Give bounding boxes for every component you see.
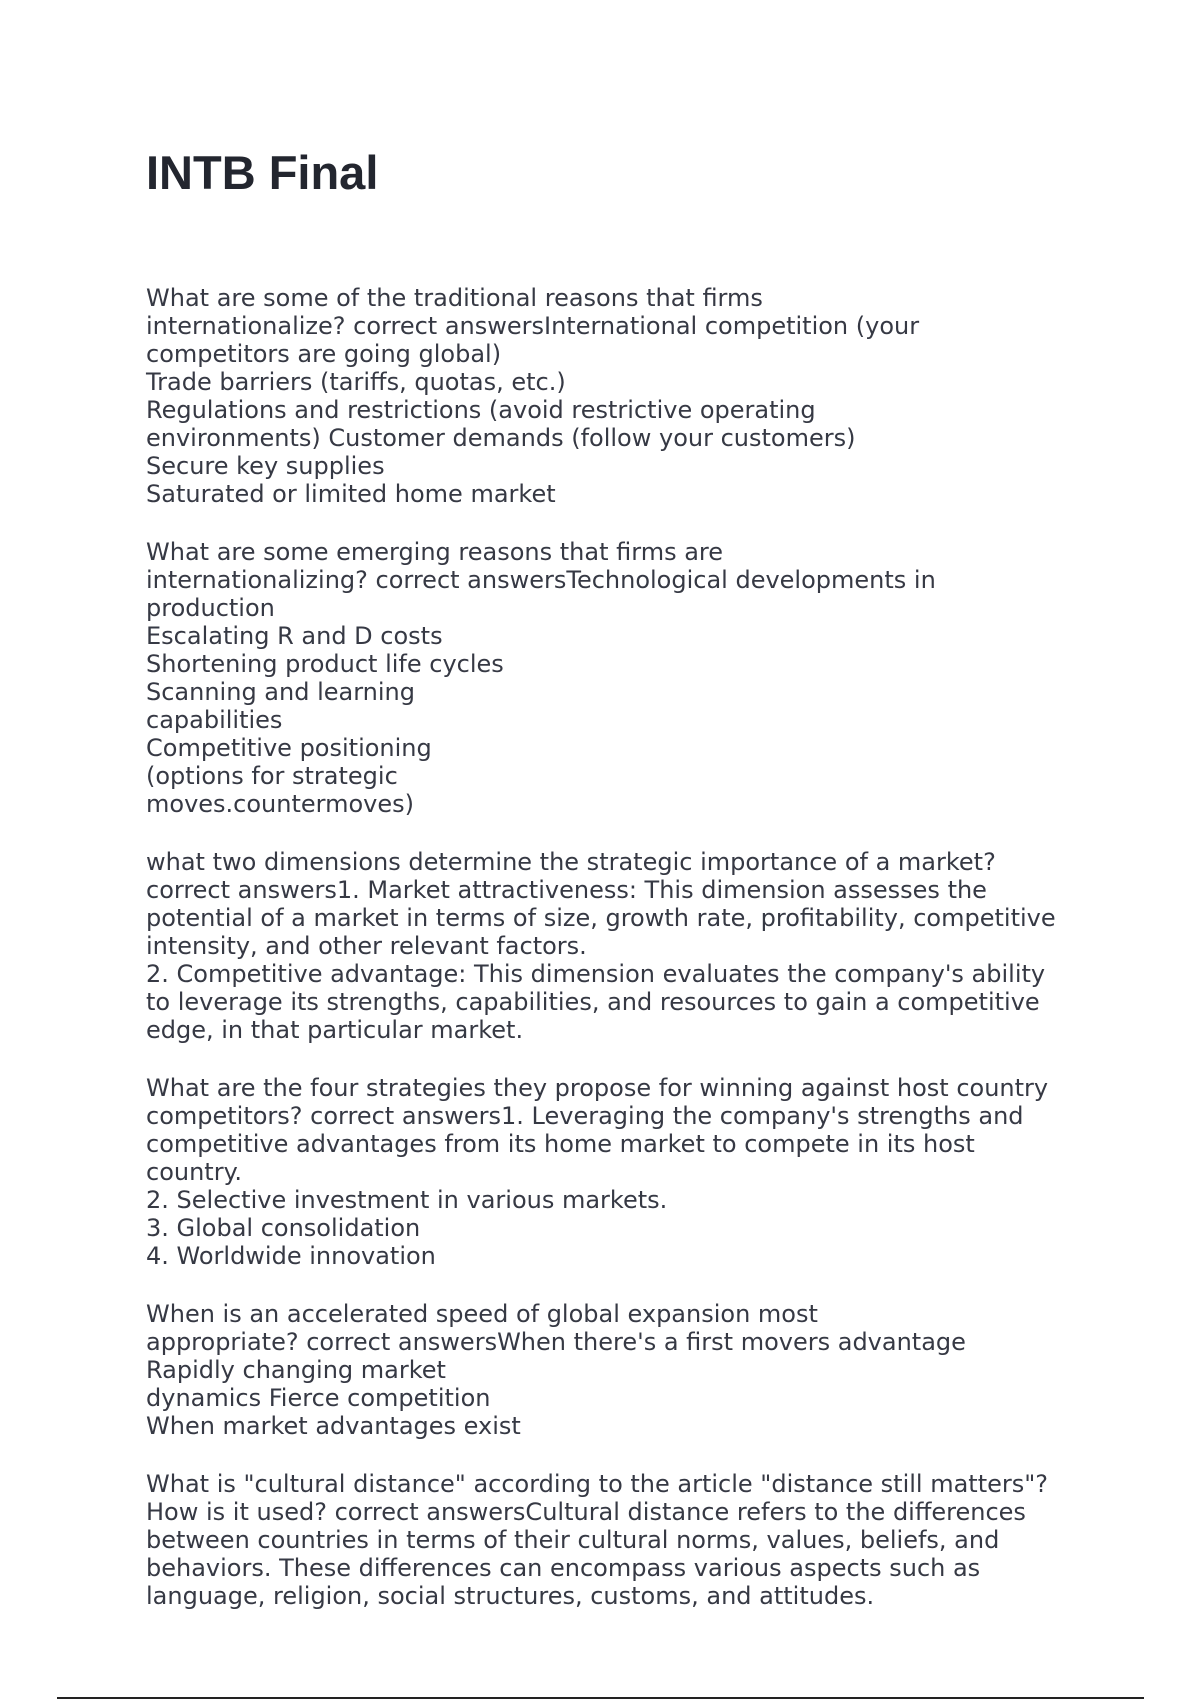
qa-text-line: 2. Competitive advantage: This dimension evaluates the company's ability [146,960,1046,988]
qa-text-line: Rapidly changing market [146,1356,446,1384]
qa-text-line: Regulations and restrictions (avoid restrictive operating [146,396,816,424]
qa-text-line: When is an accelerated speed of global expansion most [146,1300,818,1328]
qa-entry [146,1300,1086,1440]
qa-text-line: internationalize? correct answersInternational competition (your [146,312,920,340]
qa-text-line: to leverage its strengths, capabilities, and resources to gain a competitive [146,988,1040,1016]
qa-text-line: language, religion, social structures, customs, and attitudes. [146,1582,875,1610]
qa-text-line: production [146,594,275,622]
qa-text-line: dynamics Fierce competition [146,1384,491,1412]
qa-text-line: potential of a market in terms of size, growth rate, profitability, competitive [146,904,1056,932]
qa-text-line: internationalizing? correct answersTechnological developments in [146,566,936,594]
qa-text-line: Shortening product life cycles [146,650,504,678]
qa-text-line: behaviors. These differences can encompass various aspects such as [146,1554,981,1582]
qa-text-line: What are some emerging reasons that firms are [146,538,724,566]
qa-text-line: competitive advantages from its home market to compete in its host [146,1130,975,1158]
qa-entry [146,284,1086,508]
qa-entry [146,1470,1086,1610]
bottom-rule [57,1697,1144,1699]
qa-text-line: country. [146,1158,242,1186]
qa-text-line: correct answers1. Market attractiveness: This dimension assesses the [146,876,987,904]
qa-text-line: How is it used? correct answersCultural distance refers to the differences [146,1498,1026,1526]
qa-text-line: Secure key supplies [146,452,385,480]
qa-text-line: What is "cultural distance" according to the article "distance still matters"? [146,1470,1049,1498]
qa-text-line: appropriate? correct answersWhen there's a first movers advantage [146,1328,966,1356]
qa-entry [146,848,1086,1044]
qa-text-line: 2. Selective investment in various markets. [146,1186,668,1214]
qa-text-line: capabilities [146,706,283,734]
qa-entry [146,538,1086,818]
document-title: INTB Final [146,146,379,199]
qa-text-line: between countries in terms of their cultural norms, values, beliefs, and [146,1526,1000,1554]
qa-text-line: When market advantages exist [146,1412,521,1440]
qa-text-line: Escalating R and D costs [146,622,443,650]
qa-entry [146,1074,1086,1270]
qa-text-line: edge, in that particular market. [146,1016,524,1044]
qa-text-line: moves.countermoves) [146,790,414,818]
qa-text-line: what two dimensions determine the strategic importance of a market? [146,848,996,876]
qa-text-line: 3. Global consolidation [146,1214,421,1242]
qa-text-line: Scanning and learning [146,678,415,706]
qa-text-line: What are some of the traditional reasons that firms [146,284,763,312]
qa-text-line: 4. Worldwide innovation [146,1242,436,1270]
qa-text-line: Competitive positioning [146,734,432,762]
qa-text-line: competitors? correct answers1. Leveraging the company's strengths and [146,1102,1024,1130]
qa-text-line: competitors are going global) [146,340,502,368]
qa-text-line: Trade barriers (tariffs, quotas, etc.) [146,368,566,396]
qa-content [146,284,1086,1640]
qa-text-line: What are the four strategies they propose for winning against host country [146,1074,1049,1102]
qa-text-line: intensity, and other relevant factors. [146,932,587,960]
qa-text-line: environments) Customer demands (follow your customers) [146,424,856,452]
qa-text-line: (options for strategic [146,762,398,790]
qa-text-line: Saturated or limited home market [146,480,556,508]
